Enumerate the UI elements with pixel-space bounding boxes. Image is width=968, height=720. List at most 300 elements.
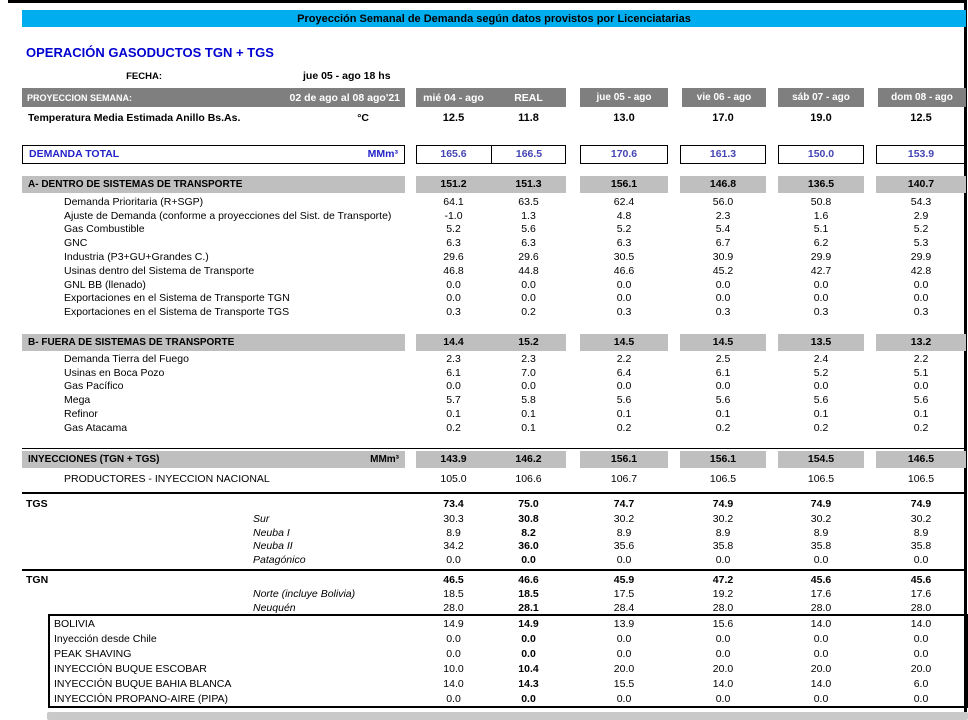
value-cell: 29.6 xyxy=(518,251,539,264)
demanda-total-row xyxy=(22,143,966,165)
value-cell: 5.2 xyxy=(913,223,929,236)
row-label xyxy=(22,196,405,208)
value-cell: 5.2 xyxy=(813,366,829,379)
value-cell: 0.1 xyxy=(813,408,829,421)
value-cell: 44.8 xyxy=(518,264,539,277)
unit-label: °C xyxy=(357,112,369,124)
projection-header-band xyxy=(22,88,966,107)
value-cell: 5.2 xyxy=(616,223,632,236)
value-cell: 5.6 xyxy=(813,394,829,407)
value-cell: 5.2 xyxy=(446,223,461,236)
row-label xyxy=(22,588,405,600)
table-row xyxy=(22,380,966,394)
row-label-text: INYECCIONES (TGN + TGS) xyxy=(28,453,160,465)
value-cell: 2.2 xyxy=(616,352,632,365)
value-cell: 28.0 xyxy=(810,601,832,614)
value-cell: 13.0 xyxy=(613,112,635,124)
value-cell: 14.0 xyxy=(443,677,464,690)
value-cell: 45.6 xyxy=(910,573,932,586)
row-label-text: TGN xyxy=(26,573,49,586)
row-label-text: Neuba I xyxy=(253,526,290,539)
value-cell: 0.0 xyxy=(616,554,632,567)
value-cell: 5.4 xyxy=(715,223,731,236)
row-label xyxy=(50,648,405,660)
value-cell: 46.6 xyxy=(518,573,539,586)
value-cell: 13.5 xyxy=(778,334,864,351)
value-cell: 8.9 xyxy=(616,526,632,539)
day-column-header: sáb 07 - ago xyxy=(778,88,864,107)
value-cell: 62.4 xyxy=(613,195,635,208)
value-cell: 2.2 xyxy=(913,352,929,365)
value-cell: 28.0 xyxy=(910,601,932,614)
value-cell: 30.2 xyxy=(810,512,832,525)
value-cell: 0.1 xyxy=(715,408,731,421)
row-label-text: B- FUERA DE SISTEMAS DE TRANSPORTE xyxy=(28,336,235,348)
table-row xyxy=(50,631,966,646)
row-label-text: Ajuste de Demanda (conforme a proyecciones del Sist. de Transporte) xyxy=(64,209,392,222)
value-cell: 151.3 xyxy=(515,178,542,190)
value-cell: 50.8 xyxy=(810,195,832,208)
value-cell: 73.4 xyxy=(443,497,464,510)
row-label xyxy=(22,237,405,249)
row-label xyxy=(22,251,405,263)
value-cell: 29.6 xyxy=(443,251,464,264)
projection-week-value: 02 de ago al 08 ago'21 xyxy=(289,91,400,104)
value-cell: 0.3 xyxy=(616,306,632,319)
value-cell: 11.8 xyxy=(518,112,539,124)
value-cell: 2.9 xyxy=(913,209,929,222)
table-row xyxy=(22,250,966,264)
value-cell: 29.9 xyxy=(810,251,832,264)
row-label xyxy=(22,513,405,525)
row-label-text: Sur xyxy=(253,512,270,525)
value-cell: 0.0 xyxy=(616,632,632,645)
value-cell: 8.9 xyxy=(913,526,929,539)
value-group xyxy=(416,145,566,164)
row-label xyxy=(22,498,405,510)
row-label-text: Neuquén xyxy=(253,601,296,614)
horizontal-scrollbar[interactable] xyxy=(47,712,968,720)
row-label-text: Patagónico xyxy=(253,554,306,567)
value-group xyxy=(416,176,566,193)
value-cell: 35.8 xyxy=(810,540,832,553)
value-cell: 2.3 xyxy=(446,352,461,365)
value-cell: 0.0 xyxy=(913,292,929,305)
value-cell: 20.0 xyxy=(910,662,932,675)
section-a-rows xyxy=(22,195,966,319)
table-row xyxy=(50,616,966,631)
value-cell: 15.2 xyxy=(518,336,539,348)
row-label xyxy=(50,663,405,675)
row-label xyxy=(22,210,405,222)
value-cell: 0.0 xyxy=(616,380,632,393)
value-cell: 0.0 xyxy=(715,692,731,705)
value-cell: 63.5 xyxy=(518,195,539,208)
tgn-sub-rows xyxy=(22,587,966,615)
row-label xyxy=(22,265,405,277)
value-cell: 151.2 xyxy=(440,178,467,190)
row-label-text: Norte (incluye Bolivia) xyxy=(253,587,356,600)
row-label-text: Temperatura Media Estimada Anillo Bs.As. xyxy=(28,112,241,124)
projection-week-bar xyxy=(22,88,405,107)
row-label xyxy=(22,176,405,193)
value-cell: 15.6 xyxy=(712,617,734,630)
value-cell: 14.0 xyxy=(712,677,734,690)
value-cell: 0.1 xyxy=(446,408,461,421)
value-cell: 30.9 xyxy=(712,251,734,264)
projection-week-label: PROYECCION SEMANA: xyxy=(27,92,133,103)
value-cell: 136.5 xyxy=(778,176,864,193)
value-cell: 2.3 xyxy=(715,209,731,222)
row-label-text: GNC xyxy=(64,237,88,250)
value-cell: 35.6 xyxy=(613,540,635,553)
top-border-bar xyxy=(8,0,966,3)
value-cell: 7.0 xyxy=(521,366,536,379)
value-cell: 45.6 xyxy=(810,573,832,586)
value-cell: 0.1 xyxy=(521,421,536,434)
value-cell: 0.0 xyxy=(715,380,731,393)
value-cell: 1.6 xyxy=(813,209,829,222)
value-cell: 74.9 xyxy=(910,497,932,510)
row-label-text: Exportaciones en el Sistema de Transporte TGS xyxy=(64,306,290,319)
value-cell: 46.5 xyxy=(443,573,464,586)
row-label-text: Demanda Tierra del Fuego xyxy=(64,352,189,365)
external-injection-box xyxy=(48,614,968,708)
row-label xyxy=(22,292,405,304)
value-cell: 0.3 xyxy=(446,306,461,319)
value-cell: 5.7 xyxy=(446,394,461,407)
value-cell: 146.5 xyxy=(876,451,966,468)
value-cell: 5.1 xyxy=(813,223,829,236)
table-row xyxy=(22,587,966,601)
value-cell: 150.0 xyxy=(778,145,864,164)
value-group xyxy=(416,334,566,351)
table-row xyxy=(22,195,966,209)
value-cell: 6.1 xyxy=(715,366,731,379)
row-label xyxy=(22,279,405,291)
value-cell: 75.0 xyxy=(518,497,539,510)
value-cell: 105.0 xyxy=(440,472,467,485)
value-cell: 146.2 xyxy=(515,453,542,465)
value-cell: 35.8 xyxy=(712,540,734,553)
row-label xyxy=(22,112,405,124)
row-label-text: A- DENTRO DE SISTEMAS DE TRANSPORTE xyxy=(28,178,243,190)
value-cell: 5.6 xyxy=(616,394,632,407)
value-cell: -1.0 xyxy=(444,209,463,222)
value-cell: 14.0 xyxy=(910,617,932,630)
value-cell: 0.0 xyxy=(913,278,929,291)
row-label-text: Demanda Prioritaria (R+SGP) xyxy=(64,195,204,208)
value-cell: 0.2 xyxy=(446,421,461,434)
value-cell: 2.4 xyxy=(813,352,829,365)
report-title: Proyección Semanal de Demanda según datos provistos por Licenciatarias xyxy=(297,12,691,25)
value-cell: 20.0 xyxy=(810,662,832,675)
value-cell: 156.1 xyxy=(580,451,668,468)
value-cell: 161.3 xyxy=(680,145,766,164)
value-cell: 45.9 xyxy=(613,573,635,586)
value-cell: 34.2 xyxy=(443,540,464,553)
divider-line xyxy=(22,569,966,571)
day-column-header-real: REAL xyxy=(514,91,543,104)
value-cell: 0.0 xyxy=(913,692,929,705)
value-cell: 106.6 xyxy=(515,472,542,485)
value-cell: 5.6 xyxy=(715,394,731,407)
value-cell: 14.5 xyxy=(680,334,766,351)
value-cell: 106.5 xyxy=(807,472,835,485)
value-cell: 0.0 xyxy=(913,632,929,645)
value-cell: 10.4 xyxy=(518,662,539,675)
value-cell: 0.0 xyxy=(446,632,461,645)
unit-label: MMm³ xyxy=(370,453,399,465)
value-cell: 28.1 xyxy=(518,601,539,614)
value-cell: 45.2 xyxy=(712,264,734,277)
value-cell: 30.5 xyxy=(613,251,635,264)
value-cell: 170.6 xyxy=(580,145,668,164)
section-b-header xyxy=(22,333,966,351)
table-row xyxy=(22,601,966,615)
value-cell: 42.7 xyxy=(810,264,832,277)
value-cell: 156.1 xyxy=(680,451,766,468)
value-cell: 0.0 xyxy=(715,292,731,305)
row-label xyxy=(50,633,405,645)
table-row xyxy=(22,553,966,567)
value-cell: 140.7 xyxy=(876,176,966,193)
value-cell: 0.0 xyxy=(521,632,536,645)
table-row xyxy=(22,209,966,223)
value-cell: 6.3 xyxy=(521,237,536,250)
row-label-text: Usinas dentro del Sistema de Transporte xyxy=(64,264,255,277)
value-cell: 74.9 xyxy=(712,497,734,510)
value-cell: 0.0 xyxy=(446,380,461,393)
table-row xyxy=(22,540,966,554)
day-column-header: jue 05 - ago xyxy=(580,88,668,107)
table-row xyxy=(22,305,966,319)
fecha-value: jue 05 - ago 18 hs xyxy=(303,70,391,82)
value-cell: 18.5 xyxy=(443,587,464,600)
value-cell: 6.1 xyxy=(446,366,461,379)
value-cell: 19.0 xyxy=(810,112,832,124)
value-cell: 2.3 xyxy=(521,352,536,365)
value-cell: 30.2 xyxy=(910,512,932,525)
value-cell: 74.7 xyxy=(613,497,635,510)
value-cell: 30.3 xyxy=(443,512,464,525)
value-cell: 6.2 xyxy=(813,237,829,250)
row-label-text: Gas Atacama xyxy=(64,421,128,434)
value-cell: 14.9 xyxy=(518,617,539,630)
row-label xyxy=(22,145,405,164)
value-cell: 28.0 xyxy=(443,601,464,614)
value-cell: 6.0 xyxy=(913,677,929,690)
value-cell: 0.0 xyxy=(521,692,536,705)
value-cell: 0.0 xyxy=(813,380,829,393)
value-cell: 2.5 xyxy=(715,352,731,365)
value-cell: 14.4 xyxy=(443,336,464,348)
row-label xyxy=(22,554,405,566)
value-cell: 0.0 xyxy=(616,647,632,660)
row-label-text: INYECCIÓN BUQUE BAHIA BLANCA xyxy=(54,677,232,690)
value-cell: 0.0 xyxy=(813,554,829,567)
table-row xyxy=(22,393,966,407)
value-cell: 0.0 xyxy=(715,554,731,567)
tgs-sub-rows xyxy=(22,512,966,567)
value-cell: 0.0 xyxy=(913,647,929,660)
row-label xyxy=(22,353,405,365)
table-row xyxy=(22,236,966,250)
row-label xyxy=(22,473,405,485)
table-row xyxy=(22,526,966,540)
value-cell: 14.5 xyxy=(580,334,668,351)
value-cell: 20.0 xyxy=(712,662,734,675)
table-row xyxy=(22,264,966,278)
row-label xyxy=(22,451,405,468)
value-cell: 0.0 xyxy=(813,632,829,645)
row-label-text: Gas Pacífico xyxy=(64,380,124,393)
value-cell: 5.6 xyxy=(913,394,929,407)
row-label xyxy=(22,602,405,614)
value-cell: 6.7 xyxy=(715,237,731,250)
table-row xyxy=(50,676,966,691)
value-cell: 47.2 xyxy=(712,573,734,586)
row-label-text: GNL BB (llenado) xyxy=(64,278,146,291)
value-cell: 14.0 xyxy=(810,677,832,690)
value-cell: 17.6 xyxy=(910,587,932,600)
day-column-header: vie 06 - ago xyxy=(682,88,766,107)
value-cell: 8.9 xyxy=(813,526,829,539)
value-cell: 156.1 xyxy=(580,176,668,193)
row-label-text: Inyección desde Chile xyxy=(54,632,157,645)
value-cell: 8.2 xyxy=(521,526,536,539)
value-cell: 5.1 xyxy=(913,366,929,379)
value-cell: 0.3 xyxy=(715,306,731,319)
value-cell: 0.3 xyxy=(813,306,829,319)
value-cell: 0.2 xyxy=(813,421,829,434)
value-cell: 30.2 xyxy=(613,512,635,525)
value-cell: 36.0 xyxy=(518,540,539,553)
table-row xyxy=(22,407,966,421)
table-row xyxy=(50,661,966,676)
value-cell: 64.1 xyxy=(443,195,464,208)
table-row xyxy=(22,421,966,435)
value-cell: 0.0 xyxy=(715,278,731,291)
value-cell: 0.0 xyxy=(913,380,929,393)
unit-label: MMm³ xyxy=(367,148,398,160)
value-cell: 17.0 xyxy=(712,112,734,124)
value-cell: 6.3 xyxy=(446,237,461,250)
value-cell: 106.5 xyxy=(907,472,935,485)
section-b-rows xyxy=(22,352,966,435)
day-column-header: mié 04 - ago xyxy=(423,91,484,104)
row-label xyxy=(22,223,405,235)
table-row xyxy=(22,366,966,380)
value-cell: 0.2 xyxy=(913,421,929,434)
value-cell: 13.2 xyxy=(876,334,966,351)
value-cell: 6.4 xyxy=(616,366,632,379)
value-cell: 0.0 xyxy=(521,278,536,291)
value-cell: 46.8 xyxy=(443,264,464,277)
row-label xyxy=(22,367,405,379)
tgn-row xyxy=(22,573,966,587)
section-a-header xyxy=(22,175,966,193)
value-cell: 0.2 xyxy=(616,421,632,434)
value-cell: 0.0 xyxy=(715,647,731,660)
table-row xyxy=(50,646,966,661)
value-cell: 0.1 xyxy=(521,408,536,421)
row-label xyxy=(22,394,405,406)
row-label-text: INYECCIÓN BUQUE ESCOBAR xyxy=(54,662,207,675)
value-cell: 1.3 xyxy=(521,209,536,222)
value-cell: 146.8 xyxy=(680,176,766,193)
value-cell: 0.2 xyxy=(715,421,731,434)
value-cell: 17.6 xyxy=(810,587,832,600)
value-cell: 19.2 xyxy=(712,587,734,600)
row-label-text: PEAK SHAVING xyxy=(54,647,132,660)
value-cell: 35.8 xyxy=(910,540,932,553)
day-column-header: dom 08 - ago xyxy=(878,88,966,107)
value-cell: 14.3 xyxy=(518,677,539,690)
value-cell: 0.0 xyxy=(446,647,461,660)
value-cell: 56.0 xyxy=(712,195,734,208)
value-cell: 17.5 xyxy=(613,587,635,600)
value-cell: 18.5 xyxy=(518,587,539,600)
row-label-text: TGS xyxy=(26,497,48,510)
value-cell: 106.7 xyxy=(610,472,638,485)
value-cell: 28.4 xyxy=(613,601,635,614)
value-cell: 0.0 xyxy=(446,692,461,705)
value-cell: 154.5 xyxy=(778,451,864,468)
value-cell: 0.0 xyxy=(521,647,536,660)
value-cell: 30.8 xyxy=(518,512,539,525)
value-cell: 12.5 xyxy=(910,112,932,124)
value-cell: 30.2 xyxy=(712,512,734,525)
value-group xyxy=(416,451,566,468)
value-cell: 0.0 xyxy=(813,647,829,660)
value-cell: 4.8 xyxy=(616,209,632,222)
value-cell: 14.9 xyxy=(443,617,464,630)
day-column-group xyxy=(416,88,566,107)
divider-line xyxy=(22,492,966,494)
value-cell: 42.8 xyxy=(910,264,932,277)
value-cell: 0.0 xyxy=(521,292,536,305)
value-cell: 0.0 xyxy=(616,692,632,705)
row-label xyxy=(22,527,405,539)
value-cell: 0.0 xyxy=(521,380,536,393)
fecha-label: FECHA: xyxy=(126,71,162,82)
row-label-text: Exportaciones en el Sistema de Transporte TGN xyxy=(64,292,290,305)
value-cell: 0.0 xyxy=(715,632,731,645)
value-cell: 5.8 xyxy=(521,394,536,407)
row-label xyxy=(22,574,405,586)
value-cell: 166.5 xyxy=(491,146,566,163)
value-cell: 0.0 xyxy=(446,292,461,305)
value-cell: 0.3 xyxy=(913,306,929,319)
value-cell: 0.0 xyxy=(446,278,461,291)
value-cell: 165.6 xyxy=(440,148,467,160)
row-label-text: DEMANDA TOTAL xyxy=(29,148,120,160)
value-cell: 153.9 xyxy=(876,145,966,164)
value-cell: 5.6 xyxy=(521,223,536,236)
row-label xyxy=(22,540,405,552)
row-label-text: INYECCIÓN PROPANO-AIRE (PIPA) xyxy=(54,692,229,705)
value-cell: 0.0 xyxy=(813,292,829,305)
row-label xyxy=(50,678,405,690)
table-row xyxy=(50,691,966,706)
row-label-text: Gas Combustible xyxy=(64,223,145,236)
value-cell: 0.0 xyxy=(813,278,829,291)
value-cell: 13.9 xyxy=(613,617,635,630)
row-label-text: PRODUCTORES - INYECCION NACIONAL xyxy=(64,472,270,485)
row-label-text: Usinas en Boca Pozo xyxy=(64,366,165,379)
row-label-text: Neuba II xyxy=(253,540,293,553)
